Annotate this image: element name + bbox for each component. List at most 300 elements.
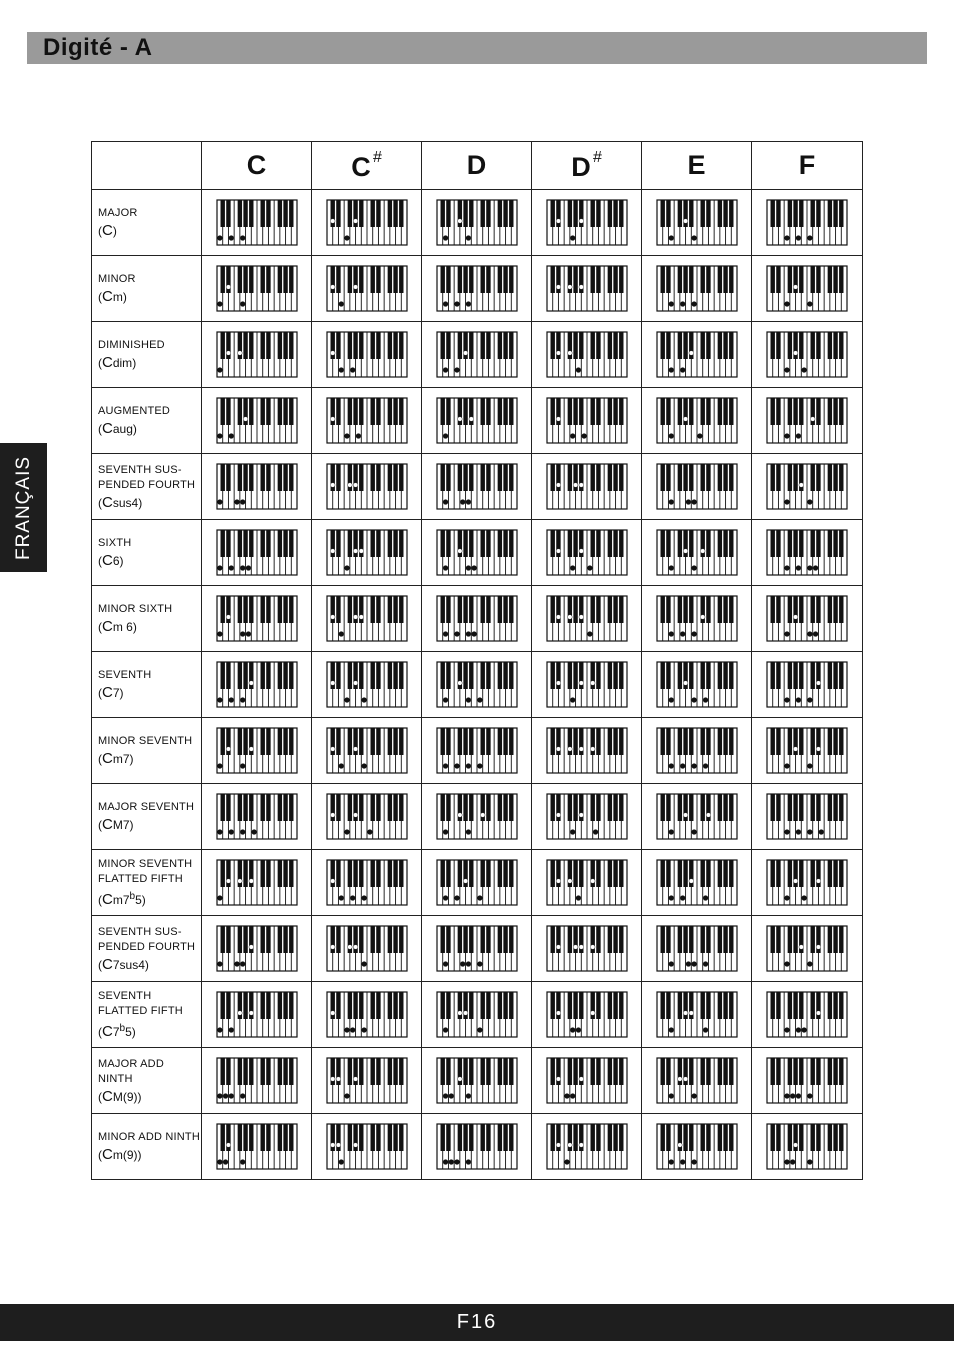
note-marker [217,565,222,570]
keyboard-diagram [326,529,408,576]
keyboard-diagram [766,595,848,642]
black-key [723,992,727,1019]
black-key [237,398,241,425]
note-marker [477,895,482,900]
black-key [446,332,450,359]
note-marker [793,351,798,356]
chord-name: SEVENTH FLATTED FIFTH [98,990,183,1017]
note-marker [784,631,789,636]
chord-diagram-cell [312,388,422,454]
chord-diagram-cell [312,916,422,982]
note-marker [457,417,462,422]
black-key [771,860,775,887]
black-key [613,266,617,293]
black-key [393,266,397,293]
chord-name: MINOR ADD NINTH [98,1131,200,1143]
black-key [463,266,467,293]
black-key [376,266,380,293]
keyboard-diagram [546,727,628,774]
black-key [579,860,583,887]
note-marker [245,565,250,570]
black-key [359,1058,363,1085]
black-key [399,926,403,953]
black-key [387,398,391,425]
black-key [666,728,670,755]
black-key [289,662,293,689]
black-key [446,860,450,887]
black-key [700,1058,704,1085]
note-marker [457,1077,462,1082]
chord-symbol: (C6) [98,552,124,569]
black-key [550,662,554,689]
black-key [828,530,832,557]
keyboard-diagram [766,793,848,840]
black-key [771,530,775,557]
chord-diagram-cell [202,1048,312,1114]
black-key [457,332,461,359]
note-marker [217,895,222,900]
note-marker [344,235,349,240]
black-key [376,1058,380,1085]
black-key [463,530,467,557]
chord-row [92,388,863,454]
black-key [220,596,224,623]
black-key [811,1124,815,1151]
flat-sign: b [129,891,136,902]
black-key [550,596,554,623]
black-key [243,596,247,623]
black-key [393,596,397,623]
black-key [700,398,704,425]
black-key [463,398,467,425]
chord-label [92,388,202,454]
black-key [387,200,391,227]
black-key [706,398,710,425]
chord-diagram-cell [202,916,312,982]
chord-diagram-cell [422,256,532,322]
black-key [590,596,594,623]
title-bar [27,32,927,64]
chord-suffix: m [112,290,123,304]
note-marker [578,285,583,290]
black-key [828,728,832,755]
chord-diagram-cell [422,1114,532,1180]
note-marker [240,235,245,240]
black-key [399,1058,403,1085]
note-marker [217,1027,222,1032]
black-key [486,926,490,953]
black-key [590,332,594,359]
black-key [486,1058,490,1085]
black-key [689,596,693,623]
note-marker [442,961,447,966]
note-marker [799,483,804,488]
black-key [689,1058,693,1085]
black-key [347,596,351,623]
note-marker [668,763,673,768]
black-key [828,992,832,1019]
black-key [220,860,224,887]
note-marker [807,631,812,636]
black-key [336,596,340,623]
note-marker [463,1011,468,1016]
black-key [590,464,594,491]
black-key [776,728,780,755]
black-key [689,266,693,293]
keyboard-diagram [436,529,518,576]
column-root: F [798,150,816,180]
black-key [226,464,230,491]
black-key [376,464,380,491]
note-marker [668,1027,673,1032]
black-key [376,926,380,953]
black-key [249,398,253,425]
note-marker [578,1077,583,1082]
black-key [260,1124,264,1151]
black-key [446,728,450,755]
chord-diagram-cell [422,520,532,586]
black-key [260,464,264,491]
black-key [788,662,792,689]
black-key [816,266,820,293]
black-key [336,662,340,689]
black-key [509,1058,513,1085]
chord-root: C [102,750,113,767]
black-key [613,662,617,689]
keyboard-diagram [546,331,628,378]
black-key [359,992,363,1019]
note-marker [336,1143,341,1148]
keyboard-diagram [656,859,738,906]
black-key [376,398,380,425]
keyboard-diagram [656,925,738,972]
note-marker [338,763,343,768]
keyboard-diagram [326,199,408,246]
note-marker [556,879,561,884]
black-key [243,926,247,953]
note-marker [807,499,812,504]
black-key [613,794,617,821]
chord-symbol: (CM(9)) [98,1087,142,1105]
note-marker [683,681,688,686]
black-key [469,860,473,887]
black-key [503,728,507,755]
keyboard-diagram [216,463,298,510]
black-key [799,794,803,821]
black-key [717,266,721,293]
chord-row [92,322,863,388]
note-marker [248,945,253,950]
chord-diagram-cell [642,982,752,1048]
chord-diagram-cell [532,652,642,718]
black-key [486,464,490,491]
chord-label [92,190,202,256]
black-key [550,926,554,953]
black-key [486,398,490,425]
note-marker [237,351,242,356]
chord-row [92,850,863,916]
chord-diagram-cell [532,1048,642,1114]
keyboard-diagram [216,727,298,774]
black-key [283,464,287,491]
black-key [776,1124,780,1151]
black-key [387,1124,391,1151]
black-key [717,1058,721,1085]
black-key [376,662,380,689]
black-key [359,1124,363,1151]
chord-root: C [102,1023,113,1040]
black-key [359,860,363,887]
black-key [660,530,664,557]
chord-diagram-cell [422,1048,532,1114]
keyboard-diagram [436,661,518,708]
black-key [336,728,340,755]
black-key [347,530,351,557]
note-marker [448,1159,453,1164]
black-key [289,1124,293,1151]
chord-name: MINOR SEVENTH FLATTED FIFTH [98,858,193,885]
note-marker [587,631,592,636]
black-key [596,530,600,557]
chord-diagram-cell [202,718,312,784]
black-key [706,728,710,755]
black-key [590,794,594,821]
note-marker [807,235,812,240]
black-key [723,530,727,557]
note-marker [668,961,673,966]
chord-diagram-cell [422,652,532,718]
keyboard-diagram [766,661,848,708]
black-key [729,266,733,293]
keyboard-diagram [656,199,738,246]
black-key [689,464,693,491]
note-marker [367,829,372,834]
note-marker [556,549,561,554]
black-key [590,530,594,557]
chord-symbol: (Csus4) [98,493,143,511]
black-key [283,530,287,557]
black-key [463,926,467,953]
chord-diagram-cell [752,454,863,520]
black-key [723,266,727,293]
black-key [359,728,363,755]
note-marker [457,1011,462,1016]
black-key [503,794,507,821]
column-root: C [351,151,371,182]
black-key [619,200,623,227]
black-key [613,464,617,491]
black-key [220,1058,224,1085]
chord-row [92,1048,863,1114]
black-key [480,596,484,623]
keyboard-diagram [656,331,738,378]
black-key [700,860,704,887]
black-key [723,860,727,887]
black-key [550,398,554,425]
black-key [811,464,815,491]
note-marker [691,1159,696,1164]
note-marker [570,697,575,702]
keyboard-diagram [216,595,298,642]
black-key [399,398,403,425]
black-key [486,266,490,293]
note-marker [578,549,583,554]
note-marker [697,433,702,438]
black-key [237,530,241,557]
chord-root: C [102,1146,113,1163]
note-marker [457,549,462,554]
chord-suffix: 7 [112,686,120,700]
note-marker [556,615,561,620]
note-marker [668,697,673,702]
note-marker [454,367,459,372]
black-key [440,332,444,359]
black-key [771,398,775,425]
black-key [469,926,473,953]
note-marker [680,301,685,306]
black-key [683,926,687,953]
note-marker [799,945,804,950]
note-marker [784,565,789,570]
black-key [347,728,351,755]
black-key [799,332,803,359]
black-key [771,596,775,623]
note-marker [344,829,349,834]
black-key [723,926,727,953]
note-marker [338,301,343,306]
black-key [660,200,664,227]
chord-root: C [102,222,113,239]
note-marker [567,351,572,356]
note-marker [578,219,583,224]
black-key [399,728,403,755]
note-marker [784,499,789,504]
black-key [619,464,623,491]
chord-name: MAJOR [98,207,138,219]
keyboard-diagram [216,661,298,708]
black-key [266,860,270,887]
note-marker [807,1159,812,1164]
page-title: Digité - A [43,34,153,61]
chord-diagram-cell [422,916,532,982]
black-key [387,464,391,491]
keyboard-diagram [766,925,848,972]
black-key [277,1058,281,1085]
chord-symbol: (Cdim) [98,354,137,371]
black-key [799,266,803,293]
black-key [336,266,340,293]
note-marker [807,763,812,768]
note-marker [330,945,335,950]
black-key [509,596,513,623]
black-key [619,530,623,557]
note-marker [668,829,673,834]
black-key [590,200,594,227]
chord-label [92,784,202,850]
black-key [677,398,681,425]
black-key [793,662,797,689]
black-key [689,530,693,557]
keyboard-diagram [766,331,848,378]
chord-label [92,322,202,388]
black-key [706,464,710,491]
black-key [480,1124,484,1151]
column-root: D [466,150,487,180]
chord-diagram-cell [642,454,752,520]
note-marker [590,681,595,686]
black-key [660,926,664,953]
black-key [660,860,664,887]
note-marker [578,945,583,950]
note-marker [564,1093,569,1098]
black-key [446,266,450,293]
keyboard-diagram [656,1123,738,1170]
black-key [220,332,224,359]
chord-diagram-cell [312,322,422,388]
chord-root: C [102,552,113,569]
black-key [717,926,721,953]
black-key [480,1058,484,1085]
note-marker [228,235,233,240]
black-key [469,266,473,293]
chord-diagram-cell [642,850,752,916]
note-marker [567,879,572,884]
note-marker [465,235,470,240]
black-key [480,728,484,755]
black-key [607,992,611,1019]
black-key [811,728,815,755]
note-marker [573,945,578,950]
black-key [839,794,843,821]
chord-diagram-cell [422,190,532,256]
black-key [497,794,501,821]
black-key [700,1124,704,1151]
black-key [799,1124,803,1151]
keyboard-diagram [656,661,738,708]
black-key [463,1124,467,1151]
keyboard-diagram [326,1057,408,1104]
note-marker [226,285,231,290]
column-header-1 [312,142,422,190]
keyboard-diagram [216,925,298,972]
black-key [440,1124,444,1151]
black-key [497,1058,501,1085]
black-key [440,398,444,425]
note-marker [251,829,256,834]
chord-diagram-cell [752,850,863,916]
chord-diagram-cell [642,256,752,322]
black-key [776,464,780,491]
black-key [497,728,501,755]
black-key [509,200,513,227]
black-key [353,860,357,887]
note-marker [442,235,447,240]
black-key [839,728,843,755]
black-key [607,200,611,227]
black-key [503,266,507,293]
black-key [613,596,617,623]
black-key [497,992,501,1019]
chord-diagram-cell [312,1114,422,1180]
black-key [723,662,727,689]
note-marker [217,763,222,768]
black-key [399,596,403,623]
note-marker [784,1093,789,1098]
keyboard-diagram [656,463,738,510]
black-key [440,596,444,623]
black-key [260,266,264,293]
note-marker [228,433,233,438]
